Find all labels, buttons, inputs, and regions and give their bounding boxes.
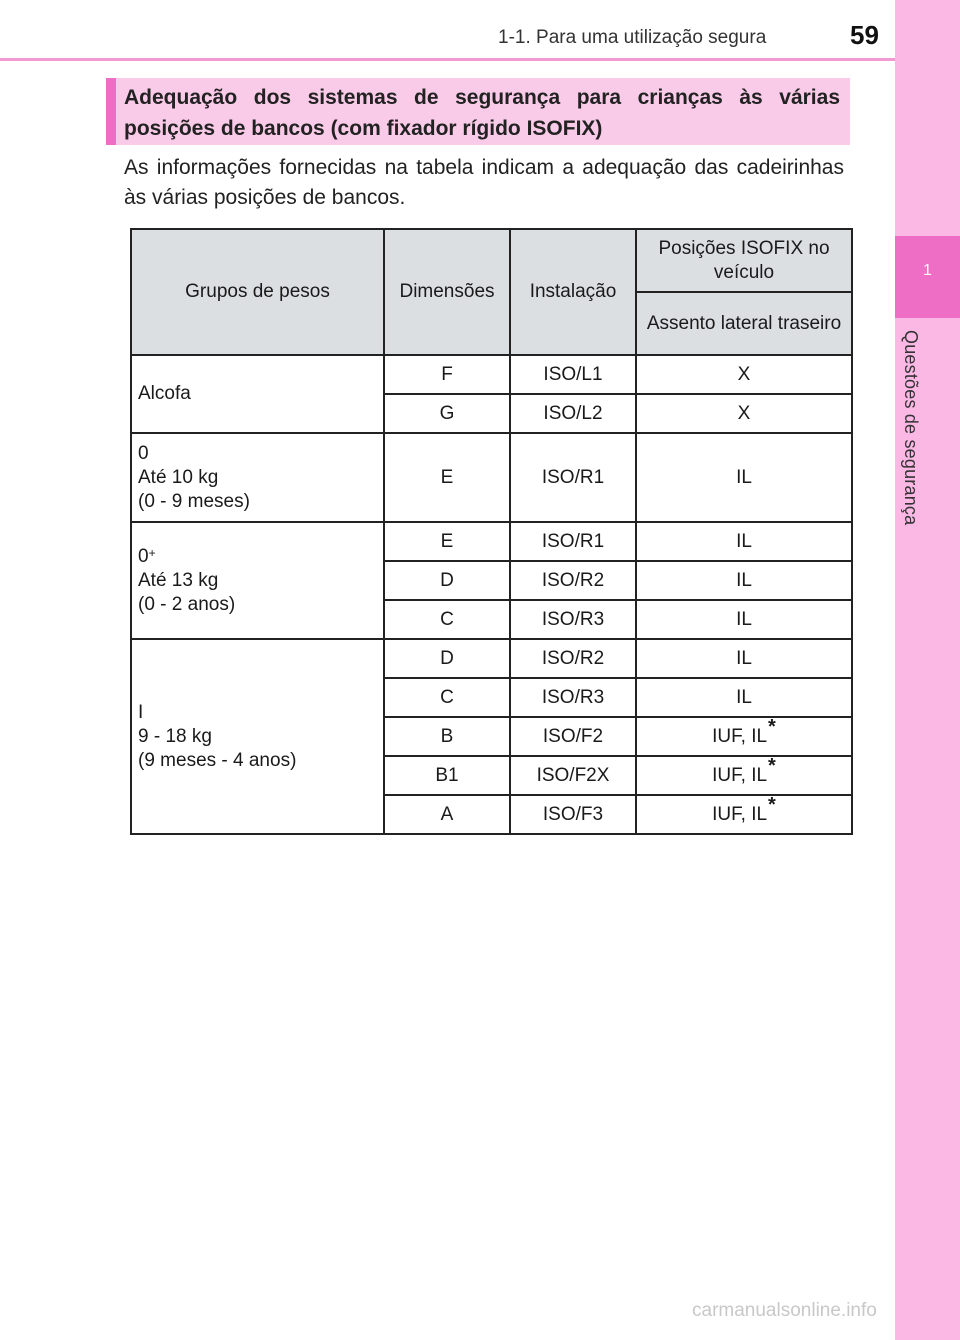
table-body: [131, 355, 852, 834]
suitability-cell-text: X: [737, 402, 751, 424]
table-row: [131, 522, 852, 561]
weight-group-line: (9 meses - 4 anos): [138, 749, 297, 771]
suitability-cell-text: X: [737, 363, 751, 385]
size-class-cell: [384, 600, 510, 639]
size-class-cell: [384, 394, 510, 433]
plus-superscript: +: [148, 545, 156, 560]
weight-group-line: Até 10 kg: [138, 466, 219, 488]
fixture-cell: [510, 717, 636, 756]
fixture-cell-text: ISO/L2: [543, 402, 603, 424]
size-class-cell-text: C: [440, 608, 454, 630]
size-class-cell-text: D: [440, 569, 454, 591]
size-class-cell: [384, 795, 510, 834]
fixture-cell: [510, 756, 636, 795]
suitability-cell-text: IL: [736, 530, 752, 552]
suitability-cell: [636, 600, 852, 639]
header-weight-group: Grupos de pesos: [131, 229, 384, 355]
fixture-cell: [510, 561, 636, 600]
size-class-cell: [384, 355, 510, 394]
isofix-suitability-table: [130, 228, 853, 835]
suitability-cell-text: IL: [736, 466, 752, 488]
suitability-cell-text: IUF, IL: [712, 765, 768, 786]
weight-group-line: I: [138, 701, 144, 723]
weight-group-cell: [131, 639, 384, 834]
size-class-cell-text: D: [440, 647, 454, 669]
size-class-cell: [384, 433, 510, 522]
suitability-cell-text: IUF, IL: [712, 804, 768, 825]
size-class-cell-text: E: [440, 466, 454, 488]
size-class-cell: [384, 678, 510, 717]
chapter-label: Questões de segurança: [901, 330, 921, 526]
suitability-cell: [636, 717, 852, 756]
fixture-cell: [510, 795, 636, 834]
weight-group-line: 9 - 18 kg: [138, 725, 212, 747]
header-size: Dimensões: [384, 229, 510, 355]
size-class-cell: [384, 522, 510, 561]
chapter-number-tab[interactable]: 1: [895, 236, 960, 318]
suitability-cell-text: IL: [736, 647, 752, 669]
weight-group-line: 0: [138, 442, 149, 464]
header-isofix-positions: Posições ISOFIX no veículo: [636, 229, 852, 292]
weight-group-line: (0 - 9 meses): [138, 490, 250, 512]
suitability-cell-text: IL: [736, 608, 752, 630]
suitability-cell: [636, 433, 852, 522]
suitability-cell: [636, 756, 852, 795]
watermark: carmanualsonline.info: [692, 1300, 877, 1321]
suitability-cell-text: IL: [736, 686, 752, 708]
weight-group-cell: [131, 355, 384, 433]
footnote-asterisk: *: [768, 755, 776, 777]
weight-group-cell: [131, 433, 384, 522]
size-class-cell-text: A: [440, 803, 454, 825]
chapter-side-tab: [895, 0, 960, 1340]
fixture-cell-text: ISO/R2: [541, 569, 605, 591]
fixture-cell: [510, 355, 636, 394]
fixture-cell-text: ISO/F2: [542, 725, 604, 747]
fixture-cell-text: ISO/F2X: [536, 764, 610, 786]
page-number: 59: [850, 20, 879, 50]
size-class-cell: [384, 756, 510, 795]
size-class-cell: [384, 639, 510, 678]
fixture-cell: [510, 600, 636, 639]
weight-group-line: (0 - 2 anos): [138, 593, 236, 615]
weight-group-cell: [131, 522, 384, 639]
fixture-cell: [510, 678, 636, 717]
size-class-cell-text: F: [441, 363, 453, 385]
weight-group-line: 0: [138, 545, 149, 567]
fixture-cell-text: ISO/R3: [541, 608, 605, 630]
fixture-cell: [510, 433, 636, 522]
fixture-cell-text: ISO/R3: [541, 686, 605, 708]
suitability-cell: [636, 561, 852, 600]
table-row: [131, 639, 852, 678]
footnote-asterisk: *: [768, 716, 776, 738]
suitability-cell-text: IUF, IL: [712, 726, 768, 747]
suitability-cell: [636, 678, 852, 717]
suitability-cell-text: IL: [736, 569, 752, 591]
size-class-cell-text: C: [440, 686, 454, 708]
header-rear-outboard: Assento lateral traseiro: [636, 292, 852, 355]
section-heading: Adequação dos sistemas de segurança para crianças às várias posições de bancos (com fixador rígido ISOFIX): [124, 86, 840, 140]
weight-group-line: Alcofa: [138, 383, 191, 404]
header-rule: [0, 58, 895, 61]
fixture-cell: [510, 394, 636, 433]
footnote-asterisk: *: [768, 794, 776, 816]
fixture-cell-text: ISO/F3: [542, 803, 604, 825]
fixture-cell: [510, 522, 636, 561]
size-class-cell: [384, 561, 510, 600]
size-class-cell-text: G: [439, 402, 455, 424]
size-class-cell: [384, 717, 510, 756]
table-row: [131, 433, 852, 522]
table-row: [131, 355, 852, 394]
intro-paragraph: As informações fornecidas na tabela indicam a adequação das cadeirinhas às várias posições de bancos.: [124, 156, 844, 209]
suitability-cell: [636, 639, 852, 678]
fixture-cell: [510, 639, 636, 678]
size-class-cell-text: E: [440, 530, 454, 552]
header-fixture: Instalação: [510, 229, 636, 355]
suitability-cell: [636, 795, 852, 834]
fixture-cell-text: ISO/R1: [541, 530, 605, 552]
size-class-cell-text: B1: [435, 764, 459, 786]
fixture-cell-text: ISO/L1: [543, 363, 603, 385]
suitability-cell: [636, 522, 852, 561]
fixture-cell-text: ISO/R1: [541, 466, 605, 488]
suitability-cell: [636, 355, 852, 394]
suitability-cell: [636, 394, 852, 433]
weight-group-line: Até 13 kg: [138, 569, 219, 591]
size-class-cell-text: B: [440, 725, 454, 747]
running-header: 1-1. Para uma utilização segura: [498, 27, 767, 48]
fixture-cell-text: ISO/R2: [541, 647, 605, 669]
